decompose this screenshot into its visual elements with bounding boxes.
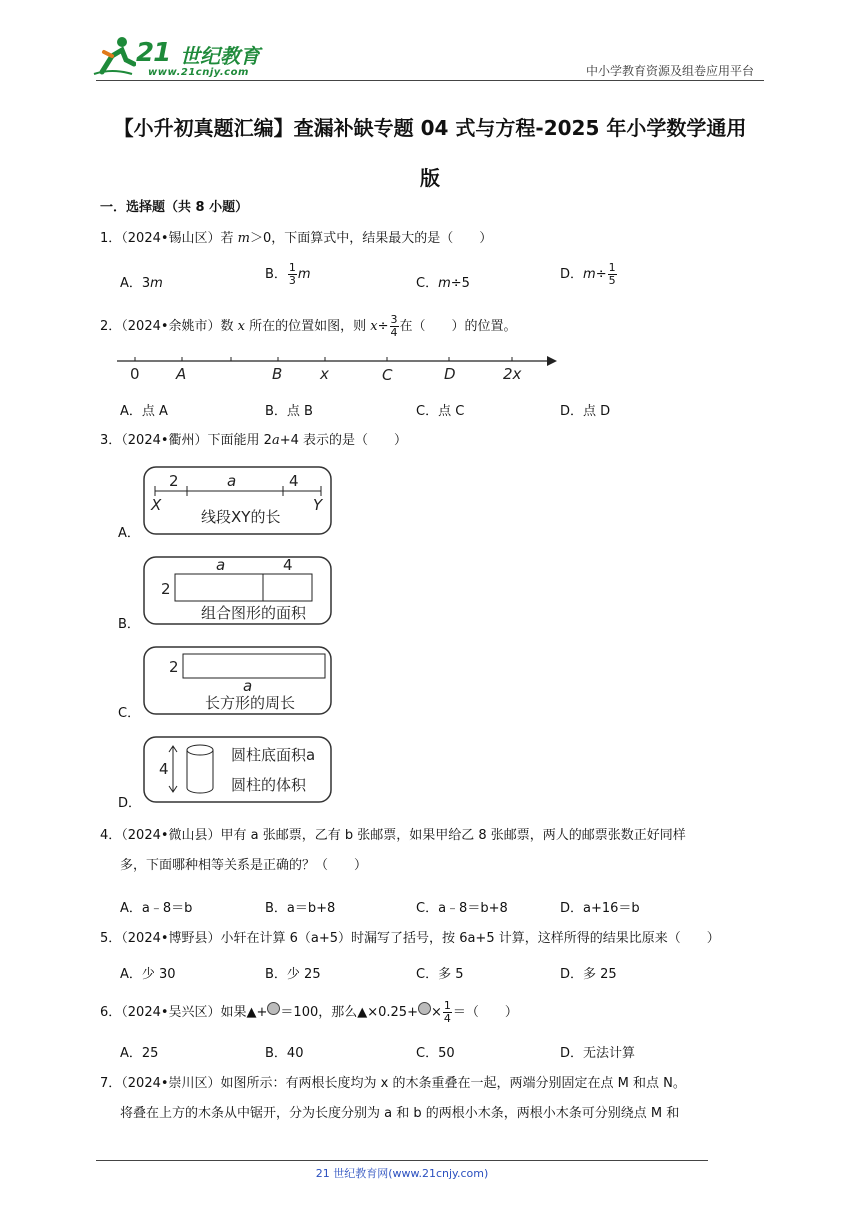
q1-opt-d-fraction bbox=[608, 262, 617, 287]
q1-text-b: ＞0，下面算式中，结果最大的是（ ） bbox=[249, 231, 493, 246]
fig-d-height: 4 bbox=[159, 760, 169, 778]
frac-den: 4 bbox=[390, 326, 398, 339]
q3-option-d[interactable]: D． bbox=[118, 796, 142, 811]
q1-opt-d-var: m bbox=[583, 267, 596, 282]
q4-option-b[interactable]: B．a＝b+8 bbox=[265, 901, 336, 916]
q3-figure-a bbox=[143, 466, 333, 536]
section-heading: 一．选择题（共 8 小题） bbox=[100, 200, 249, 215]
q2-text-a: 2．（2024•余姚市）数 bbox=[100, 319, 238, 334]
fig-b-top2: 4 bbox=[283, 556, 293, 574]
fig-b-side: 2 bbox=[161, 580, 171, 598]
question-5: 5．（2024•博野县）小轩在计算 6（a+5）时漏写了括号，按 6a+5 计算，这样所得的结果比原来（ ） bbox=[100, 931, 720, 946]
q1-opt-a-var: m bbox=[150, 276, 163, 291]
q1-option-d[interactable] bbox=[560, 262, 618, 287]
question-6 bbox=[100, 1000, 518, 1025]
question-1 bbox=[100, 230, 492, 248]
frac-num: 1 bbox=[288, 261, 296, 274]
frac-num: 1 bbox=[608, 261, 616, 274]
q1-opt-c-tail: ÷5 bbox=[450, 276, 470, 291]
fig-c-side: 2 bbox=[169, 658, 179, 676]
q6-text-b: ＝100，那么▲×0.25+ bbox=[280, 1005, 418, 1020]
q4-option-a[interactable]: A．a﹣8＝b bbox=[120, 901, 193, 916]
q5-option-a[interactable]: A．少 30 bbox=[120, 967, 176, 982]
q3-figure-c bbox=[143, 646, 333, 716]
logo-brand-text: 世纪教育 bbox=[180, 44, 260, 68]
q1-option-c[interactable] bbox=[416, 272, 470, 291]
question-2 bbox=[100, 314, 517, 339]
logo-number: 21 bbox=[136, 38, 171, 68]
q3-option-c[interactable]: C． bbox=[118, 706, 141, 721]
q6-option-a[interactable]: A．25 bbox=[120, 1046, 159, 1061]
q4-line-2: 多，下面哪种相等关系是正确的？（ ） bbox=[120, 858, 368, 873]
page-title bbox=[96, 103, 764, 203]
question-3 bbox=[100, 432, 407, 450]
q3-option-a[interactable]: A． bbox=[118, 526, 140, 541]
fig-a-seg1: 2 bbox=[169, 472, 179, 490]
cylinder-icon bbox=[187, 745, 213, 793]
frac-num: 3 bbox=[390, 313, 398, 326]
circle-shape-icon bbox=[418, 1002, 431, 1015]
header-divider bbox=[96, 80, 764, 81]
q6-option-b[interactable]: B．40 bbox=[265, 1046, 304, 1061]
q4-option-d[interactable]: D．a+16＝b bbox=[560, 901, 640, 916]
number-line-arrow-icon bbox=[547, 356, 557, 366]
q2-option-d[interactable]: D．点 D bbox=[560, 404, 611, 419]
q2-text-b: 所在的位置如图，则 bbox=[245, 319, 371, 334]
q1-opt-d-mid: ÷ bbox=[595, 267, 607, 282]
nl-label-a: A bbox=[176, 365, 187, 383]
q3-text-a: 3．（2024•衢州）下面能用 2 bbox=[100, 433, 272, 448]
q1-opt-a-text: A．3 bbox=[120, 276, 151, 291]
q6-text-d: ＝（ ） bbox=[452, 1005, 518, 1020]
q2-option-a[interactable]: A．点 A bbox=[120, 404, 168, 419]
q1-option-b[interactable] bbox=[265, 262, 311, 287]
frac-den: 4 bbox=[443, 1012, 451, 1025]
nl-label-2x: 2x bbox=[503, 365, 522, 383]
q3-option-b[interactable]: B． bbox=[118, 617, 140, 632]
q2-fraction bbox=[390, 314, 399, 339]
fig-a-left: X bbox=[151, 496, 162, 514]
q3-text-b: +4 表示的是（ ） bbox=[279, 433, 407, 448]
fig-a-seg2: a bbox=[227, 472, 237, 490]
q2-var2: x bbox=[370, 319, 378, 334]
logo-url: www.21cnjy.com bbox=[148, 67, 249, 78]
site-logo bbox=[92, 34, 262, 78]
question-7 bbox=[100, 1069, 770, 1129]
fig-b-caption: 组合图形的面积 bbox=[201, 604, 307, 622]
q6-option-c[interactable]: C．50 bbox=[416, 1046, 455, 1061]
question-4 bbox=[100, 821, 770, 881]
fig-a-seg3: 4 bbox=[289, 472, 299, 490]
title-line-2: 版 bbox=[420, 166, 440, 190]
nl-label-0: 0 bbox=[130, 365, 140, 383]
q2-option-b[interactable]: B．点 B bbox=[265, 404, 313, 419]
q5-option-d[interactable]: D．多 25 bbox=[560, 967, 617, 982]
q1-option-a[interactable] bbox=[120, 272, 163, 291]
circle-shape-icon bbox=[267, 1002, 280, 1015]
runner-logo-icon bbox=[92, 34, 136, 78]
fig-a-caption: 线段XY的长 bbox=[201, 508, 281, 526]
frac-den: 5 bbox=[608, 274, 616, 287]
q2-var: x bbox=[237, 319, 245, 334]
q6-text-a: 6．（2024•吴兴区）如果▲+ bbox=[100, 1005, 268, 1020]
q5-option-c[interactable]: C．多 5 bbox=[416, 967, 464, 982]
fig-d-line2: 圆柱的体积 bbox=[231, 776, 307, 794]
q1-text-a: 1．（2024•锡山区）若 bbox=[100, 231, 238, 246]
header-platform-text: 中小学教育资源及组卷应用平台 bbox=[585, 64, 754, 78]
q4-option-c[interactable]: C．a﹣8＝b+8 bbox=[416, 901, 508, 916]
q7-line-1: 7．（2024•崇川区）如图所示：有两根长度均为 x 的木条重叠在一起，两端分别固定在点 M 和点 N。 bbox=[100, 1076, 686, 1091]
q1-opt-c-text: C． bbox=[416, 276, 439, 291]
fig-c-caption: 长方形的周长 bbox=[205, 694, 296, 712]
q2-text-d: 在（ ）的位置。 bbox=[399, 319, 517, 334]
q1-opt-c-var: m bbox=[438, 276, 451, 291]
nl-label-c: C bbox=[382, 366, 393, 384]
fig-a-right: Y bbox=[313, 496, 323, 514]
q1-opt-b-text: B． bbox=[265, 267, 287, 282]
q3-var: a bbox=[271, 433, 280, 448]
q5-option-b[interactable]: B．少 25 bbox=[265, 967, 321, 982]
fig-c-bottom: a bbox=[243, 677, 253, 695]
footer-divider bbox=[96, 1160, 708, 1161]
q6-option-d[interactable]: D．无法计算 bbox=[560, 1046, 636, 1061]
q1-var: m bbox=[237, 231, 250, 246]
q3-figure-d bbox=[143, 736, 333, 804]
title-line-1: 【小升初真题汇编】查漏补缺专题 04 式与方程-2025 年小学数学通用 bbox=[113, 116, 747, 140]
nl-label-b: B bbox=[272, 365, 283, 383]
q6-fraction bbox=[443, 1000, 452, 1025]
q2-option-c[interactable]: C．点 C bbox=[416, 404, 465, 419]
q1-opt-b-fraction bbox=[288, 262, 297, 287]
fig-d-line1: 圆柱底面积a bbox=[231, 746, 316, 764]
q7-line-2: 将叠在上方的木条从中锯开，分为长度分别为 a 和 b 的两根小木条，两根小木条可分别绕点 M 和 bbox=[120, 1106, 680, 1121]
number-line-figure bbox=[115, 348, 565, 386]
nl-label-x: x bbox=[320, 365, 329, 383]
q2-text-c: ÷ bbox=[377, 319, 389, 334]
q4-line-1: 4．（2024•微山县）甲有 a 张邮票，乙有 b 张邮票，如果甲给乙 8 张邮票，两人的邮票张数正好同样 bbox=[100, 828, 686, 843]
q6-text-c: × bbox=[430, 1005, 442, 1020]
fig-b-top1: a bbox=[216, 556, 226, 574]
nl-label-d: D bbox=[444, 365, 456, 383]
q1-opt-b-var: m bbox=[297, 267, 311, 282]
q3-figure-b bbox=[143, 556, 333, 626]
frac-num: 1 bbox=[443, 999, 451, 1012]
q1-opt-d-text: D． bbox=[560, 267, 584, 282]
frac-den: 3 bbox=[288, 274, 296, 287]
footer-link[interactable]: 21 世纪教育网(www.21cnjy.com) bbox=[315, 1167, 489, 1180]
